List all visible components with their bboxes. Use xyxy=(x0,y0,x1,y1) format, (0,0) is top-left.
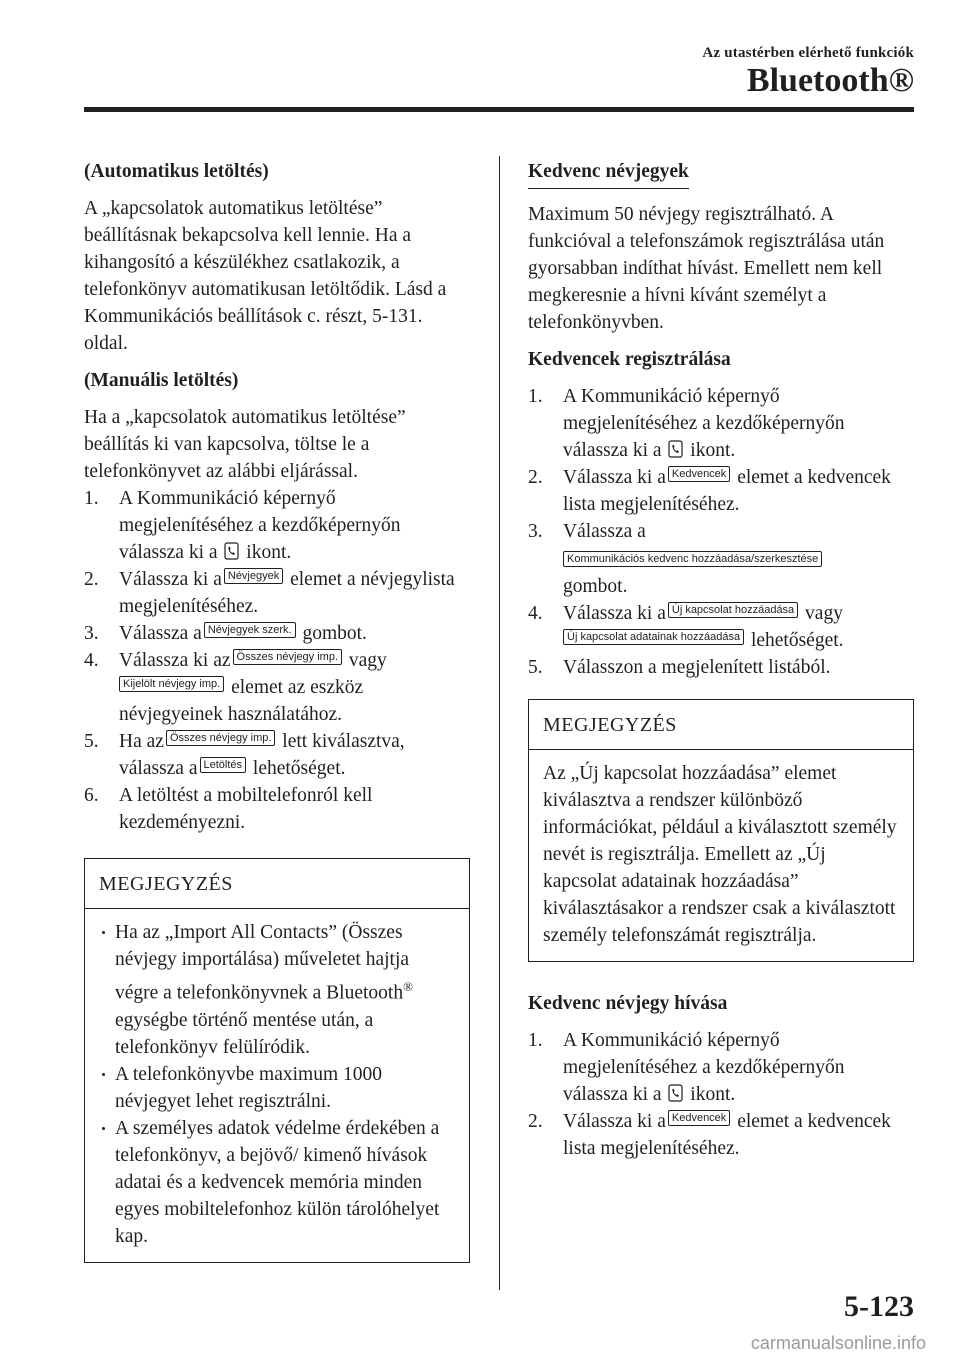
chapter-subtitle: Az utastérben elérhető funkciók xyxy=(702,45,914,61)
register-step-5 xyxy=(528,654,914,681)
communication-icon xyxy=(668,440,683,458)
watermark: carmanualsonline.info xyxy=(750,1333,926,1353)
favorites-paragraph: Maximum 50 névjegy regisztrálható. A funkcióval a telefonszámok regisztrálása után gyorsabban indíthat hívást. Emellett nem kell megkeresnie a hívni kívánt személyt a telefonkönyvben. xyxy=(528,204,885,333)
step-number: 1. xyxy=(528,386,543,407)
step-text: Ha az xyxy=(119,731,164,752)
step-number: 3. xyxy=(84,623,99,644)
favorites-button[interactable]: Kedvencek xyxy=(668,1110,730,1126)
registered-mark: ® xyxy=(403,979,413,994)
note-title: MEGJEGYZÉS xyxy=(85,859,469,909)
import-selected-contacts-button[interactable]: Kijelölt névjegy imp. xyxy=(119,676,224,692)
step-text: elemet az eszköz névjegyeinek használatához. xyxy=(119,677,364,725)
communication-icon xyxy=(224,542,239,560)
step-number: 3. xyxy=(528,521,543,542)
call-step-2 xyxy=(528,1108,914,1162)
auto-download-heading: (Automatikus letöltés) xyxy=(84,161,269,182)
register-step-2 xyxy=(528,464,914,518)
step-text: ikont. xyxy=(690,1084,736,1105)
manual-step-3 xyxy=(84,620,470,647)
note-text: egységbe történő mentése után, a telefonkönyv felülíródik. xyxy=(115,1009,374,1058)
step-number: 2. xyxy=(528,467,543,488)
import-all-contacts-button[interactable]: Összes névjegy imp. xyxy=(166,730,275,746)
step-number: 6. xyxy=(84,785,99,806)
note-bullet: A telefonkönyvbe maximum 1000 névjegyet lehet regisztrálni. xyxy=(99,1061,455,1115)
add-edit-favorite-button[interactable]: Kommunikációs kedvenc hozzáadása/szerkesztése xyxy=(563,551,822,567)
manual-step-1 xyxy=(84,485,470,566)
step-text: Válassza ki az xyxy=(119,650,231,671)
register-favorites-heading: Kedvencek regisztrálása xyxy=(528,349,731,370)
favorites-button[interactable]: Kedvencek xyxy=(668,466,730,482)
import-all-contacts-button[interactable]: Összes névjegy imp. xyxy=(233,649,342,665)
step-text: lehetőséget. xyxy=(750,630,844,651)
step-number: 1. xyxy=(84,488,99,509)
step-text: ikont. xyxy=(246,542,292,563)
note-title: MEGJEGYZÉS xyxy=(529,700,913,750)
step-text: Válassza ki a xyxy=(563,467,666,488)
step-text: Válasszon a megjelenített listából. xyxy=(563,657,831,678)
step-number: 2. xyxy=(528,1111,543,1132)
step-number: 2. xyxy=(84,569,99,590)
step-text: lehetőséget. xyxy=(252,758,346,779)
register-step-4 xyxy=(528,600,914,654)
step-number: 1. xyxy=(528,1030,543,1051)
step-number: 4. xyxy=(84,650,99,671)
step-text: Válassza ki a xyxy=(563,1111,666,1132)
note-text: Az „Új kapcsolat hozzáadása” elemet kiválasztva a rendszer különböző információkat, például a kiválasztott személy nevét is regisztrálja. Emellett az „Új kapcsolat adatainak hozzáadása” kiválasztásakor a rendszer csak a kiválasztott személy telefonszámát regisztrálja. xyxy=(543,763,897,946)
step-text: vagy xyxy=(805,603,843,624)
step-text: gombot. xyxy=(563,576,628,597)
step-text: Válassza ki a xyxy=(563,603,666,624)
chapter-title: Bluetooth® xyxy=(746,62,914,99)
step-text: A Kommunikáció képernyő megjelenítéséhez a kezdőképernyőn válassza ki a xyxy=(563,386,845,461)
step-number: 5. xyxy=(84,731,99,752)
auto-download-paragraph: A „kapcsolatok automatikus letöltése” beállításnak bekapcsolva kell lennie. Ha a kihangosító a készülékhez csatlakozik, a telefonkönyv automatikusan letöltődik. Lásd a Kommunikációs beállítások c. részt, 5-131. oldal. xyxy=(84,198,447,354)
step-text: A Kommunikáció képernyő megjelenítéséhez a kezdőképernyőn válassza ki a xyxy=(119,488,401,563)
step-text: gombot. xyxy=(302,623,367,644)
register-step-3 xyxy=(528,518,914,600)
column-divider xyxy=(499,156,500,1290)
step-text: A Kommunikáció képernyő megjelenítéséhez a kezdőképernyőn válassza ki a xyxy=(563,1030,845,1105)
manual-download-heading: (Manuális letöltés) xyxy=(84,370,239,391)
step-text: lett kiválasztva, válassza a xyxy=(119,731,405,779)
add-new-contact-details-button[interactable]: Új kapcsolat adatainak hozzáadása xyxy=(563,629,744,645)
communication-icon xyxy=(668,1084,683,1102)
favorites-section-title: Kedvenc névjegyek xyxy=(528,158,689,189)
step-text: Válassza ki a xyxy=(119,569,222,590)
note-box-left xyxy=(84,858,470,1263)
add-new-contact-button[interactable]: Új kapcsolat hozzáadása xyxy=(668,602,798,618)
manual-step-5 xyxy=(84,728,470,782)
note-bullet: A személyes adatok védelme érdekében a telefonkönyv, a bejövő/ kimenő hívások adatai és a kedvencek memória minden egyes mobiltelefonhoz külön tárolóhelyet kap. xyxy=(99,1115,455,1250)
step-number: 4. xyxy=(528,603,543,624)
register-step-1 xyxy=(528,383,914,464)
step-text: elemet a névjegylista megjelenítéséhez. xyxy=(119,569,455,617)
header-rule xyxy=(84,107,914,112)
contacts-button[interactable]: Névjegyek xyxy=(224,568,283,584)
call-favorite-steps xyxy=(528,1027,914,1162)
manual-step-6 xyxy=(84,782,470,836)
step-text: ikont. xyxy=(690,440,736,461)
note-bullet xyxy=(99,919,455,1061)
note-body xyxy=(85,909,469,1262)
step-number: 5. xyxy=(528,657,543,678)
manual-step-2 xyxy=(84,566,470,620)
register-favorites-steps xyxy=(528,383,914,681)
manual-download-steps xyxy=(84,485,470,836)
note-box-right xyxy=(528,699,914,962)
step-text: vagy xyxy=(348,650,387,671)
step-text: Válassza a xyxy=(563,521,646,542)
note-text: Ha az „Import All Contacts” (Összes névjegy importálása) műveletet hajtja végre a telefonkönyvnek a Bluetooth xyxy=(115,922,410,1004)
left-column xyxy=(84,158,470,1263)
note-body xyxy=(529,750,913,961)
call-favorite-heading: Kedvenc névjegy hívása xyxy=(528,993,728,1014)
step-text: elemet a kedvencek lista megjelenítéséhez. xyxy=(563,1111,891,1159)
edit-contacts-button[interactable]: Névjegyek szerk. xyxy=(204,622,296,638)
download-button[interactable]: Letöltés xyxy=(200,757,247,773)
manual-step-4 xyxy=(84,647,470,728)
step-text: A letöltést a mobiltelefonról kell kezdeményezni. xyxy=(119,785,373,833)
right-column xyxy=(528,158,914,1162)
page-number: 5-123 xyxy=(844,1290,914,1323)
call-step-1 xyxy=(528,1027,914,1108)
step-text: Válassza a xyxy=(119,623,202,644)
manual-download-paragraph: Ha a „kapcsolatok automatikus letöltése” beállítás ki van kapcsolva, töltse le a telefonkönyvet az alábbi eljárással. xyxy=(84,407,406,482)
step-text: elemet a kedvencek lista megjelenítéséhez. xyxy=(563,467,891,515)
